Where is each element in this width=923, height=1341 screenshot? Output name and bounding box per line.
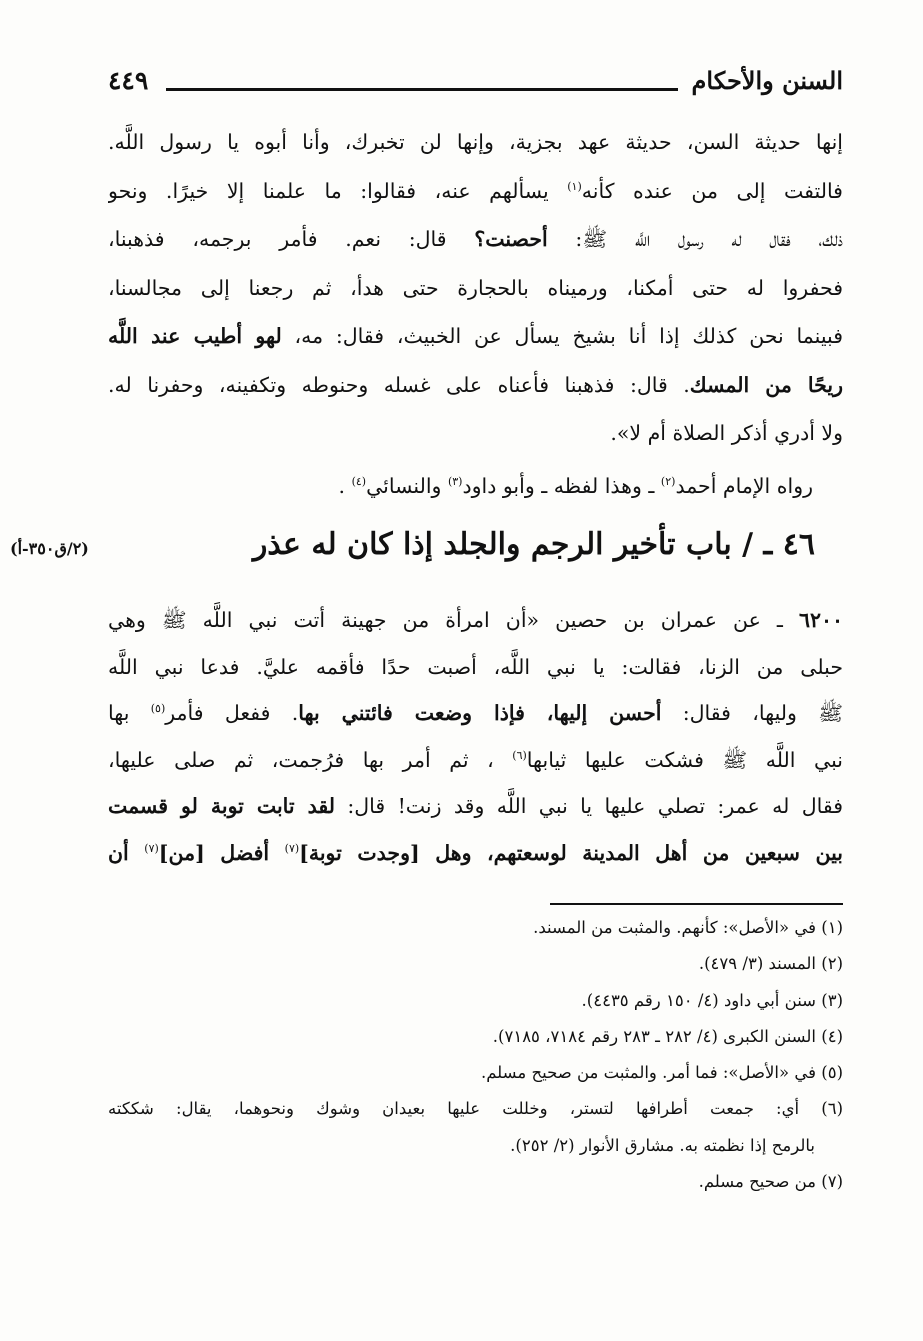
hadith-number: ٦٢٠٠ xyxy=(798,608,843,632)
hadith-text xyxy=(108,597,843,877)
text-line: ولا أدري أذكر الصلاة أم لا». xyxy=(610,421,843,445)
text-line: ريحًا من المسك. قال: فذهبنا فأعناه على غسله وحنوطه وتكفينه، وحفرنا له. xyxy=(108,372,843,397)
text-line: فحفروا له حتى أمكنا، ورميناه بالحجارة حتى هدأ، ثم رجعنا إلى مجالسنا، xyxy=(108,275,843,300)
text-line: نبي اللَّه ﷺ فشكت عليها ثيابها$^{(٦)}$ ، ثم أمر بها فرُجمت، ثم صلى عليها، xyxy=(108,747,843,772)
text-line: إنها حديثة السن، حديثة عهد بجزية، وإنها لن تخبرك، وأنا أبوه يا رسول اللَّه. xyxy=(108,130,843,154)
header-title: السنن والأحكام xyxy=(691,66,843,95)
attribution-line: رواه الإمام أحمد$^{(٢)}$ ـ وهذا لفظه ـ وأبو داود$^{(٣)}$ والنسائي$^{(٤)}$ . xyxy=(338,473,813,498)
footnote: (١) في «الأصل»: كأنهم. والمثبت من المسند. xyxy=(533,918,843,937)
footnote-ref: (٦) xyxy=(512,748,527,762)
page-number: ٤٤٩ xyxy=(108,66,149,95)
text-line: فالتفت إلى من عنده كأنه$^{(١)}$ يسألهم عنه، فقالوا: ما علمنا إلا خيرًا. ونحو xyxy=(108,178,843,203)
chapter-heading xyxy=(0,521,923,581)
footnote-ref: (١) xyxy=(567,179,582,193)
text-line: حبلى من الزنا، فقالت: يا نبي اللَّه، أصبت حدًا فأقمه عليَّ. فدعا نبي اللَّه xyxy=(108,654,843,679)
footnote: (٧) من صحيح مسلم. xyxy=(698,1172,843,1192)
footnote-separator xyxy=(550,903,843,905)
footnote-ref: (٧) xyxy=(144,842,159,856)
footnote: (٤) السنن الكبرى (٤/ ٢٨٢ ـ ٢٨٣ رقم ٧١٨٤، ٧١٨٥). xyxy=(492,1026,843,1046)
chapter-title: ٤٦ ـ / باب تأخير الرجم والجلد إذا كان له عذر xyxy=(252,527,815,562)
footnote-ref: (٧) xyxy=(284,842,300,856)
manuscript-ref: (٢/ق٣٥٠-أ) xyxy=(10,539,89,558)
footnote-ref: (٢) xyxy=(660,474,676,488)
hadith-continuation xyxy=(108,118,843,510)
running-header xyxy=(108,62,843,106)
footnote-ref: (٣) xyxy=(447,474,463,488)
text-line: فبينما نحن كذلك إذا أنا بشيخ يسأل عن الخبيث، فقال: مه، لهو أطيب عند اللَّه xyxy=(108,324,843,348)
footnote: (٣) سنن أبي داود (٤/ ١٥٠ رقم ٤٤٣٥). xyxy=(581,990,843,1010)
footnotes xyxy=(108,910,843,1200)
text-line: فقال له عمر: تصلي عليها يا نبي اللَّه وقد زنت! قال: لقد تابت توبة لو قسمت xyxy=(108,794,843,819)
footnote: (٦) أي: جمعت أطرافها لتستر، وخللت عليها بعيدان وشوك ونحوهما، يقال: شككته xyxy=(108,1099,843,1119)
text-line: ﷺ وليها، فقال: أحسن إليها، فإذا وضعت فائتني بها. ففعل فأمر$^{(٥)}$ بها xyxy=(108,701,843,726)
text-line: ذلك، فقال له رسول اللَّه ﷺ: أحصنت؟ قال: نعم. فأمر برجمه، فذهبنا، xyxy=(108,227,843,251)
footnote-continuation: بالرمح إذا نظمته به. مشارق الأنوار (٢/ ٢٥٢). xyxy=(510,1135,815,1155)
footnote-ref: (٥) xyxy=(150,702,166,716)
footnote-ref: (٤) xyxy=(351,474,367,488)
text-line: ٦٢٠٠ ـ عن عمران بن حصين «أن امرأة من جهينة أتت نبي اللَّه ﷺ وهي xyxy=(108,608,843,632)
text-line: بين سبعين من أهل المدينة لوسعتهم، وهل [وجدت توبة]$^{(٧)}$ أفضل [من]$^{(٧)}$ أن xyxy=(108,840,843,865)
footnote: (٢) المسند (٣/ ٤٧٩). xyxy=(698,954,843,974)
header-rule xyxy=(166,88,678,91)
footnote: (٥) في «الأصل»: فما أمر. والمثبت من صحيح مسلم. xyxy=(480,1063,843,1083)
